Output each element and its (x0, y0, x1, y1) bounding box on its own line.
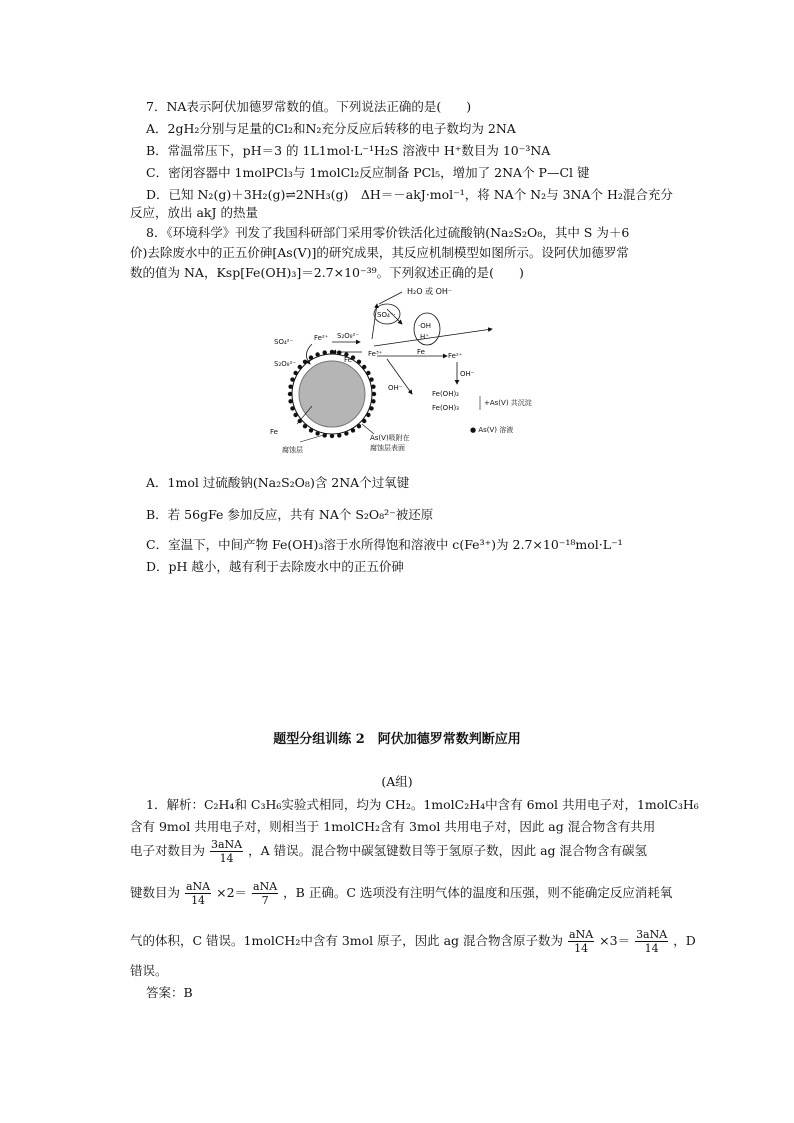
as-bead (369, 406, 373, 410)
label-coprecip: +As(Ⅴ) 共沉淀 (484, 399, 532, 407)
section-title: 题型分组训练 2 阿伏加德罗常数判断应用 (273, 732, 521, 747)
q8-stem-line3: 数的值为 NA，Ksp[Fe(OH)₃]＝2.7×10⁻³⁹。下列叙述正确的是( ) (130, 265, 524, 280)
reaction-mechanism-diagram (262, 284, 542, 456)
as-bead (290, 406, 294, 410)
q8-stem-line2: 价)去除废水中的正五价砷[As(Ⅴ)]的研究成果，其反应机制模型如图所示。设阿伏加德罗常 (130, 245, 629, 260)
q7-option-d-cont: 反应，放出 akJ 的热量 (130, 205, 258, 220)
arrow-to-radical (372, 304, 377, 339)
as-bead (362, 419, 366, 423)
as-bead (371, 399, 375, 403)
label-so4-radical: SO₄⁻· (377, 311, 396, 319)
as-bead (372, 392, 376, 396)
q7-stem: 7．NA表示阿伏加德罗常数的值。下列说法正确的是( ) (146, 99, 472, 114)
answer-line-5-mid: ×3＝ (599, 933, 631, 948)
answer-line-5 (130, 928, 696, 955)
answer-line-1: 1．解析：C₂H₄和 C₃H₆实验式相同，均为 CH₂。1molC₂H₄中含有 6mol 共用电子对，1molC₃H₆ (146, 797, 699, 812)
as-bead (357, 424, 361, 428)
q8-option-a: A．1mol 过硫酸钠(Na₂S₂O₈)含 2NA个过氧键 (146, 475, 410, 490)
answer-line-4 (130, 880, 672, 907)
as-bead (288, 385, 292, 389)
fraction-3aNA-14-b: $\frac{\text{3aNA}}{14}$ (636, 928, 668, 955)
fraction-3aNA-14: $\frac{\text{3aNA}}{14}$ (211, 838, 243, 865)
answer-line-4-pre: 键数目为 (130, 885, 181, 900)
as-bead (288, 392, 292, 396)
answer-line-5-pre: 气的体积，C 错误。1molCH₂中含有 3mol 原子，因此 ag 混合物含原子数为 (130, 933, 564, 948)
pointer-adsorbed (362, 424, 374, 434)
answer-line-2: 含有 9mol 共用电子对，则相当于 1molCH₂含有 3mol 共用电子对，因此 ag 混合物含有共用 (130, 819, 656, 834)
answer-line-5-post: ，D (673, 933, 696, 948)
q8-option-c: C．室温下，中间产物 Fe(OH)₃溶于水所得饱和溶液中 c(Fe³⁺)为 2.7×10⁻¹⁸mol·L⁻¹ (146, 537, 623, 552)
q7-option-b: B．常温常压下，pH＝3 的 1L1mol·L⁻¹H₂S 溶液中 H⁺数目为 10⁻³NA (146, 143, 551, 158)
as-bead (330, 434, 334, 438)
q8-option-b: B．若 56gFe 参加反应，共有 NA个 S₂O₈²⁻被还原 (146, 507, 434, 522)
label-oh-right: OH⁻ (460, 370, 475, 378)
pointer-corrosion (300, 434, 327, 442)
label-corrosion: 腐蚀层 (282, 446, 303, 454)
as-bead (293, 371, 297, 375)
iron-core (299, 361, 365, 427)
label-fe-mid: Fe (344, 356, 352, 364)
arrow-radical-link (379, 292, 402, 304)
as-bead (366, 371, 370, 375)
label-oh-center: OH⁻ (388, 384, 403, 392)
as-bead (337, 350, 341, 354)
label-so4: SO₄²⁻ (274, 338, 294, 346)
label-s2o8-arrow: S₂O₈²⁻ (337, 332, 360, 340)
q7-option-c: C．密闭容器中 1molPCl₃与 1molCl₂反应制备 PCl₅，增加了 2NA个 P—Cl 键 (146, 165, 590, 180)
as-bead (337, 433, 341, 437)
q8-option-d: D．pH 越小，越有利于去除废水中的正五价砷 (146, 559, 404, 574)
q7-option-a: A．2gH₂分别与足量的Cl₂和N₂充分反应后转移的电子数均为 2NA (146, 121, 516, 136)
q8-stem-line1: 8．《环境科学》刊发了我国科研部门采用零价铁活化过硫酸钠(Na₂S₂O₈，其中 S 为＋6 (146, 225, 630, 240)
answer-line-3-pre: 电子对数目为 (130, 843, 206, 858)
as-bead (288, 399, 292, 403)
label-fe-core: Fe (270, 428, 278, 436)
label-feoh2: Fe(OH)₂ (432, 390, 459, 398)
answer-final: 答案：B (146, 985, 193, 1000)
group-label: (A组) (381, 774, 413, 789)
as-bead (351, 428, 355, 432)
as-bead (344, 431, 348, 435)
label-feoh3: Fe(OH)₃ (432, 404, 459, 412)
q7-option-d: D．已知 N₂(g)＋3H₂(g)⇌2NH₃(g) ΔH＝－akJ·mol⁻¹，将 NA个 N₂与 3NA个 H₂混合充分 (146, 187, 673, 202)
as-bead (303, 360, 307, 364)
label-h2o-oh: H₂O 或 OH⁻ (407, 287, 453, 296)
answer-line-6: 错误。 (130, 963, 168, 978)
label-fe3: Fe³⁺ (368, 350, 383, 358)
as-bead (323, 350, 327, 354)
label-s2o8-left: S₂O₈²⁻ (274, 360, 297, 368)
as-bead (303, 424, 307, 428)
label-adsorbed-2: 腐蚀层表面 (370, 444, 405, 452)
label-fe2-right: Fe²⁺ (448, 352, 463, 360)
answer-line-3-post: ，A 错误。混合物中碳氢键数目等于氢原子数，因此 ag 混合物含有碳氢 (248, 843, 648, 858)
label-oh-radical: ·OH (418, 322, 431, 330)
label-fe-right: Fe (417, 348, 425, 356)
as-bead (309, 428, 313, 432)
as-bead (309, 355, 313, 359)
answer-line-4-post: ，B 正确。C 选项没有注明气体的温度和压强，则不能确定反应消耗氧 (283, 885, 673, 900)
as-bead (366, 413, 370, 417)
fraction-aNA-14: $\frac{\text{aNA}}{14}$ (186, 880, 211, 907)
answer-line-4-mid: ×2＝ (216, 885, 248, 900)
answer-line-3 (130, 838, 647, 865)
fraction-aNA-7: $\frac{\text{aNA}}{7}$ (253, 880, 278, 907)
as-bead (362, 365, 366, 369)
as-bead (315, 352, 319, 356)
as-bead (298, 365, 302, 369)
label-adsorbed-1: As(Ⅴ)吸附在 (370, 434, 410, 442)
as-bead (357, 360, 361, 364)
as-bead (315, 431, 319, 435)
fraction-aNA-14-b: $\frac{\text{aNA}}{14}$ (569, 928, 594, 955)
as-bead (293, 413, 297, 417)
label-h-plus: H⁺ (420, 333, 429, 341)
as-bead (371, 385, 375, 389)
label-as-solution: ● As(Ⅴ) 溶液 (470, 426, 514, 434)
as-bead (369, 377, 373, 381)
label-fe2-top: Fe²⁺ (314, 334, 329, 342)
as-bead (290, 377, 294, 381)
